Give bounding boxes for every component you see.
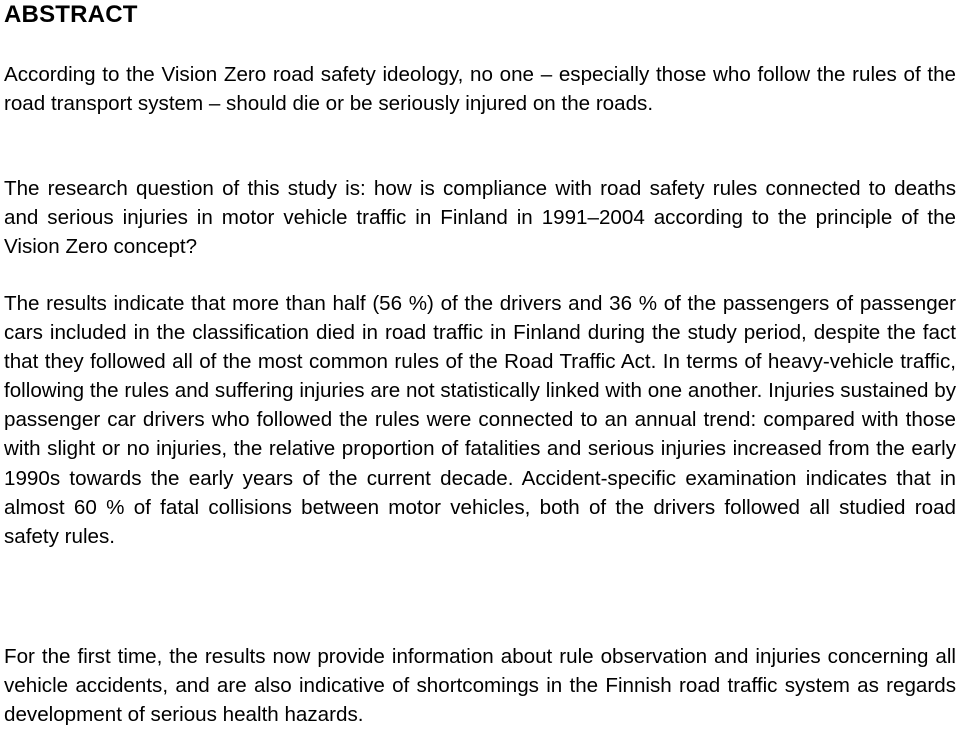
abstract-paragraph-research-question: The research question of this study is: how is compliance with road safety rules connected to deaths and serious injuries in motor vehicle traffic in Finland in 1991–2004 according to the principle of the Vision Zero concept? xyxy=(4,177,956,259)
abstract-paragraph-results: The results indicate that more than half (56 %) of the drivers and 36 % of the passengers of passenger cars included in the classification died in road traffic in Finland during the study period, despite the fact that they followed all of the most common rules of the Road Traffic Act. In terms of heavy-vehicle traffic, following the rules and suffering injuries are not statistically linked with one another. Injuries sustained by passenger car drivers who followed the rules were connected to an annual trend: compared with those with slight or no injuries, the relative proportion of fatalities and serious injuries increased from the early 1990s towards the early years of the current decade. Accident-specific examination indicates that in almost 60 % of fatal collisions between motor vehicles, both of the drivers followed all studied road safety rules. xyxy=(4,292,956,548)
abstract-paragraph-conclusion: For the first time, the results now provide information about rule observation and injuries concerning all vehicle accidents, and are also indicative of shortcomings in the Finnish road traffic system as regards development of serious health hazards. xyxy=(4,645,956,727)
abstract-paragraph-vision-zero: According to the Vision Zero road safety ideology, no one – especially those who follow the rules of the road transport system – should die or be seriously injured on the roads. xyxy=(4,63,956,116)
abstract-heading: ABSTRACT xyxy=(4,1,138,28)
